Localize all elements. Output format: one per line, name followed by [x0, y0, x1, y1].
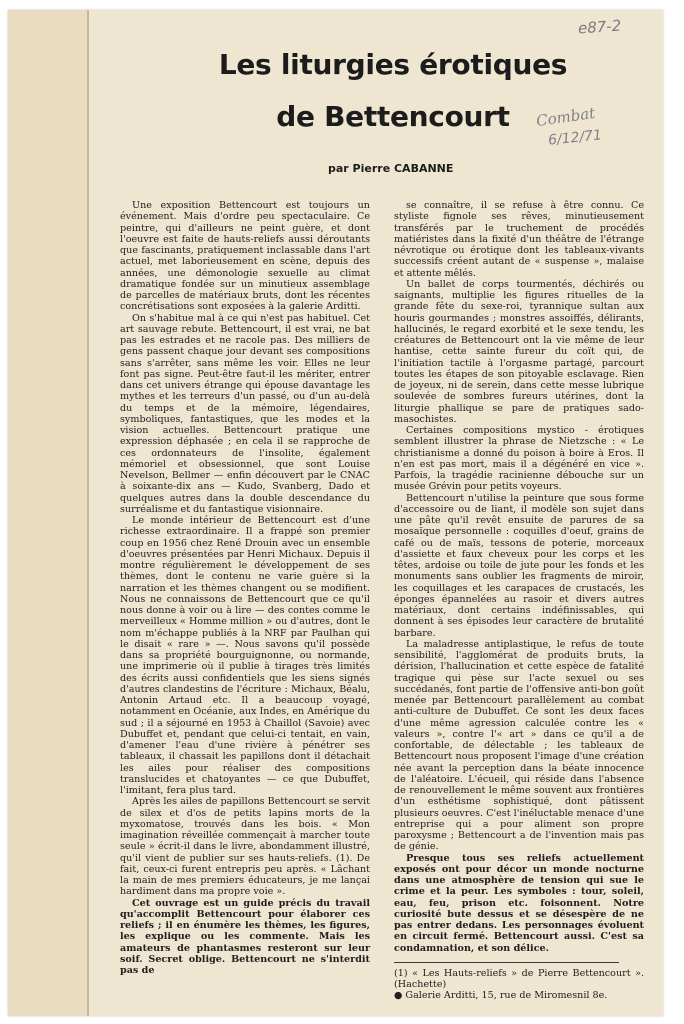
- footnote: (1) « Les Hauts-reliefs » de Pierre Bettencourt ». (Hachette): [394, 967, 644, 990]
- paragraph: Un ballet de corps tourmentés, déchirés ou saignants, multiplie les figures rituelles de la grande fête du sexe-roi, tyrannique sultan aux houris gourmandes ; monstres assoiffés, délirants, hallucinés, le regard exorbité et le sexe tendu, les créatures de Bettencourt ont la vie même de leur hantise, cette sainte fureur du coït qui, de l'initiation tactile à l'orgasme partagé, parcourt toutes les étapes de son pitoyable esclavage. Rien de joyeux, ni de serein, dans cette messe lubrique soulevée de sombres fureurs utérines, dont la liturgie phallique se pare de pratiques sado-masochistes.: [394, 278, 644, 425]
- paragraph: Certaines compositions mystico - érotiques semblent illustrer la phrase de Nietzsche : « Le christianisme a donné du poison à boire à Eros. Il n'en est pas mort, mais il a dégénéré en vice ». Parfois, la tragédie racinienne débouche sur un musée Grévin pour petits voyeurs.: [394, 425, 644, 493]
- paragraph: Une exposition Bettencourt est toujours un événement. Mais d'ordre peu spectaculaire. Ce peintre, qui d'ailleurs ne peint guère, et dont l'oeuvre est faite de hauts-reliefs aussi déroutants que fascinants, pratiquement inclassable dans l'art actuel, met laborieusement en scène, depuis des années, une démonologie sexuelle au climat dramatique fondée sur un minutieux assemblage de parcelles de matériaux bruts, dont les récentes concrétisations sont exposées à la galerie Arditti.: [120, 200, 370, 313]
- gallery-address: ● Galerie Arditti, 15, rue de Miromesnil 8e.: [394, 990, 608, 1002]
- headline-line-1: Les liturgies érotiques: [218, 48, 568, 81]
- handwritten-date: 6/12/71: [547, 127, 603, 149]
- newspaper-clipping: [8, 10, 663, 1016]
- handwritten-reference: e87-2: [577, 16, 622, 38]
- headline-line-2: de Bettencourt: [276, 100, 510, 133]
- footnote-divider: [394, 962, 619, 963]
- article-column-2: [394, 200, 644, 1002]
- paragraph: Bettencourt n'utilise la peinture que sous forme d'accessoire ou de liant, il modèle son sujet dans une pâte qu'il revêt ensuite de parures de sa mosaïque personnelle : coquilles d'oeuf, grains de café ou de maïs, tessons de poterie, morceaux d'assiette et faux cheveux pour les corps et les têtes, ardoise ou toile de jute pour les fonds et les monuments sans oublier les fragments de miroir, les coquillages et les carapaces de crustacés, les éponges épannelées au rasoir et divers autres matériaux, dont certains indéfinissables, qui donnent à ses épisodes leur caractère de brutalité barbare.: [394, 492, 644, 639]
- paragraph: Presque tous ses reliefs actuellement exposés ont pour décor un monde nocturne dans une atmosphère de tension qui sue le crime et la peur. Les symboles : tour, soleil, eau, feu, prison etc. foisonnent. Notre curiosité bute dessus et se désespère de ne pas entrer dedans. Les personnages évoluent en circuit fermé. Bettencourt aussi. C'est sa condamnation, et son délice.: [394, 852, 644, 954]
- paragraph: Après les ailes de papillons Bettencourt se servit de silex et d'os de petits lapins morts de la myxomatose, trouvés dans les bois. « Mon imagination réveillée commençait à marcher toute seule » écrit-il dans le livre, abondamment illustré, qu'il vient de publier sur ses hauts-reliefs. (1). De fait, ceux-ci furent entrepris peu après. « Lâchant la main de mes premiers éducateurs, je me lançai hardiment dans ma propre voie ».: [120, 796, 370, 898]
- fold-line: [87, 10, 89, 1016]
- paragraph: La maladresse antiplastique, le refus de toute sensibilité, l'agglomérat de produits bruts, la dérision, l'hallucination et cette espèce de fatalité tragique qui pèse sur l'acte sexuel ou ses succédanés, font partie de l'offensive anti-bon goût menée par Bettencourt parallèlement au combat anti-culture de Dubuffet. Ce sont les deux faces d'une même agression calculée contre les « valeurs », contre l'« art » dans ce qu'il a de confortable, de délectable ; les tableaux de Bettencourt nous proposent l'image d'une création née avant la perception dans la béate innocence de l'aléatoire. L'écueil, qui réside dans l'absence de renouvellement le même souvent aux frontières d'un esthétisme sophistiqué, dont pâtissent plusieurs oeuvres. C'est l'inéluctable menace d'une entreprise qui a pour aliment son propre paroxysme ; Bettencourt a de l'invention mais pas de génie.: [394, 638, 644, 853]
- article-column-1: [120, 200, 370, 976]
- paragraph: Cet ouvrage est un guide précis du travail qu'accomplit Bettencourt pour élaborer ces reliefs ; il en énumère les thèmes, les figures, les explique ou les commente. Mais les amateurs de phantasmes resteront sur leur soif. Secret oblige. Bettencourt ne s'interdit pas de: [120, 897, 370, 976]
- handwritten-source: Combat: [535, 103, 597, 131]
- left-margin-strip: [8, 10, 88, 1016]
- paragraph: On s'habitue mal à ce qui n'est pas habituel. Cet art sauvage rebute. Bettencourt, il est vrai, ne bat pas les estrades et ne racole pas. Des milliers de gens passent chaque jour devant ses compositions sans s'arrêter, sans même les voir. Elles ne leur font pas signe. Peut-être faut-il les mériter, entrer dans cet univers étrange qui épouse davantage les mythes et les terreurs d'un passé, ou d'un au-delà du temps et de la mémoire, légendaires, symboliques, fantastiques, que les modes et la vision actuelles. Bettencourt pratique une expression déphasée ; en cela il se rapproche de ces ordonnateurs de l'insolite, également mémoriel et obsessionnel, que sont Louise Nevelson, Bellmer — enfin découvert par le CNAC à soixante-dix ans — Kudo, Svanberg, Dado et quelques autres dans la double descendance du surréalisme et du fantastique visionnaire.: [120, 312, 370, 515]
- paragraph: se connaître, il se refuse à être connu. Ce styliste fignole ses rêves, minutieusement transférés par le truchement de procédés matiéristes dans la fixité d'un théâtre de l'étrange névrotique ou érotique dont les tableaux-vivants successifs créent autant de « suspense », malaise et attente mêlés.: [394, 200, 644, 279]
- byline: par Pierre CABANNE: [328, 162, 454, 175]
- paragraph: Le monde intérieur de Bettencourt est d'une richesse extraordinaire. Il a frappé son premier coup en 1956 chez René Drouin avec un ensemble d'oeuvres présentées par Henri Michaux. Depuis il montre régulièrement le développement de ses thèmes, dont le contenu ne varie guère si la narration et les thèmes changent ou se modifient. Nous ne connaissons de Bettencourt que ce qu'il nous donne à voir ou à lire — des contes comme le merveilleux « Homme million » ou d'autres, dont le nom m'échappe publiés à la NRF par Paulhan qui le disait « rare » —. Nous savons qu'il possède dans sa propriété bourguignonne, ou normande, une imprimerie où il publie à tirages très limités des écrits aussi confidentiels que les siens signés d'autres clandestins de l'écriture : Michaux, Béalu, Antonin Artaud etc. Il a beaucoup voyagé, notamment en Océanie, aux Indes, en Amérique du sud ; il a séjourné en 1953 à Chaillol (Savoie) avec Dubuffet et, pendant que celui-ci tentait, en vain, d'amener l'eau d'une rivière à pénétrer ses tableaux, il chassait les papillons dont il détachait les ailes pour réaliser des compositions translucides et chatoyantes — ce que Dubuffet, l'imitant, fera plus tard.: [120, 515, 370, 796]
